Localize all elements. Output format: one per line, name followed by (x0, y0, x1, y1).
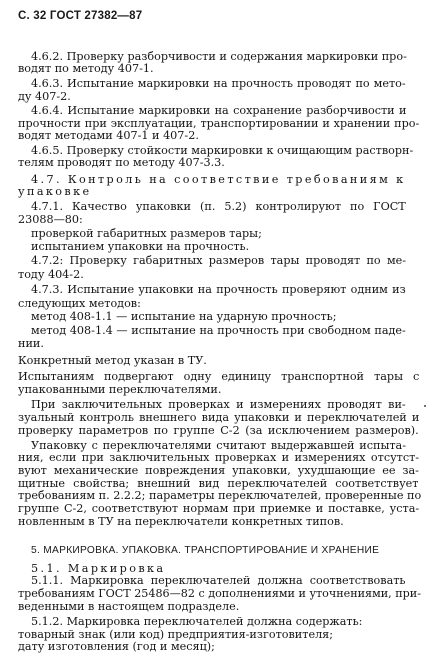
page-header: С. 32 ГОСТ 27382—87 (18, 10, 143, 22)
text-line: щитные свойства; внешний вид переключателей соответствует (18, 477, 419, 490)
text-line: 4.6.5. Проверку стойкости маркировки к очищающим растворн- (31, 144, 414, 157)
text-line: веденными в настоящем подразделе. (18, 600, 240, 613)
text-line: требованиям п. 2.2.2; параметры переключателей, проверенные по (18, 489, 422, 502)
text-line: упаковке (18, 185, 92, 198)
text-line: ния, если при заключительных проверках и измерениях отсутст- (18, 451, 420, 464)
text-line: 4.6.4. Испытание маркировки на сохранение разборчивости и (31, 104, 407, 117)
text-line: 23088—80: (18, 213, 83, 226)
margin-mark (424, 405, 426, 407)
text-line: 5.1.2. Маркировка переключателей должна содержать: (31, 615, 363, 628)
text-line: 4.6.3. Испытание маркировки на прочность проводят по мето- (31, 77, 406, 90)
text-line: 4.7.3. Испытание упаковки на прочность проверяют одним из (31, 283, 406, 296)
text-line: группе С-2, соответствуют нормам при приемке и поставке, уста- (18, 502, 420, 515)
text-line: нии. (18, 337, 44, 350)
text-line: тоду 404-2. (18, 268, 84, 281)
text-line: требованиям ГОСТ 25486—82 с дополнениями и уточнениями, при- (18, 587, 421, 600)
text-line: Упаковку с переключателями считают выдержавшей испыта- (31, 439, 406, 452)
text-line: упакованными переключателями. (18, 383, 222, 396)
text-line: прочности при эксплуатации, транспортировании и хранении про- (18, 117, 420, 130)
text-line: 4.7. Контроль на соответствие требованиям к (31, 173, 406, 186)
text-line: метод 408-1.1 — испытание на ударную прочность; (31, 310, 337, 323)
text-line: вуют механические повреждения упаковки, ухудшающие ее за- (18, 464, 419, 477)
text-line: водят по методу 407-1. (18, 62, 154, 75)
text-line: проверкой габаритных размеров тары; (31, 227, 262, 240)
text-line: водят методами 407-1 и 407-2. (18, 129, 199, 142)
text-line: товарный знак (или код) предприятия-изготовителя; (18, 628, 334, 641)
text-line: 4.6.2. Проверку разборчивости и содержания маркировки про- (31, 50, 407, 63)
text-line: При заключительных проверках и измерениях проводят ви- (31, 398, 406, 411)
text-line: 5. МАРКИРОВКА. УПАКОВКА. ТРАНСПОРТИРОВАНИЕ И ХРАНЕНИЕ (31, 545, 380, 556)
text-line: 5.1. Маркировка (31, 562, 166, 575)
text-line: зуальный контроль внешнего вида упаковки и переключателей и (18, 411, 420, 424)
text-line: 4.7.2: Проверку габаритных размеров тары проводят по ме- (31, 254, 407, 267)
text-line: Конкретный метод указан в ТУ. (18, 354, 207, 367)
text-line: 5.1.1. Маркировка переключателей должна соответствовать (31, 574, 406, 587)
text-line: Испытаниям подвергают одну единицу транспортной тары с (18, 370, 420, 383)
text-line: ду 407-2. (18, 90, 71, 103)
text-line: новленным в ТУ на переключатели конкретных типов. (18, 515, 344, 528)
text-line: метод 408-1.4 — испытание на прочность при свободном паде- (31, 324, 406, 337)
text-line: телям проводят по методу 407-3.3. (18, 156, 225, 169)
text-line: 4.7.1. Качество упаковки (п. 5.2) контролируют по ГОСТ (31, 200, 406, 213)
text-line: испытанием упаковки на прочность. (31, 240, 250, 253)
text-line: следующих методов: (18, 297, 141, 310)
text-line: проверку параметров по группе С-2 (за исключением размеров). (18, 424, 419, 437)
text-line: дату изготовления (год и месяц); (18, 640, 215, 653)
